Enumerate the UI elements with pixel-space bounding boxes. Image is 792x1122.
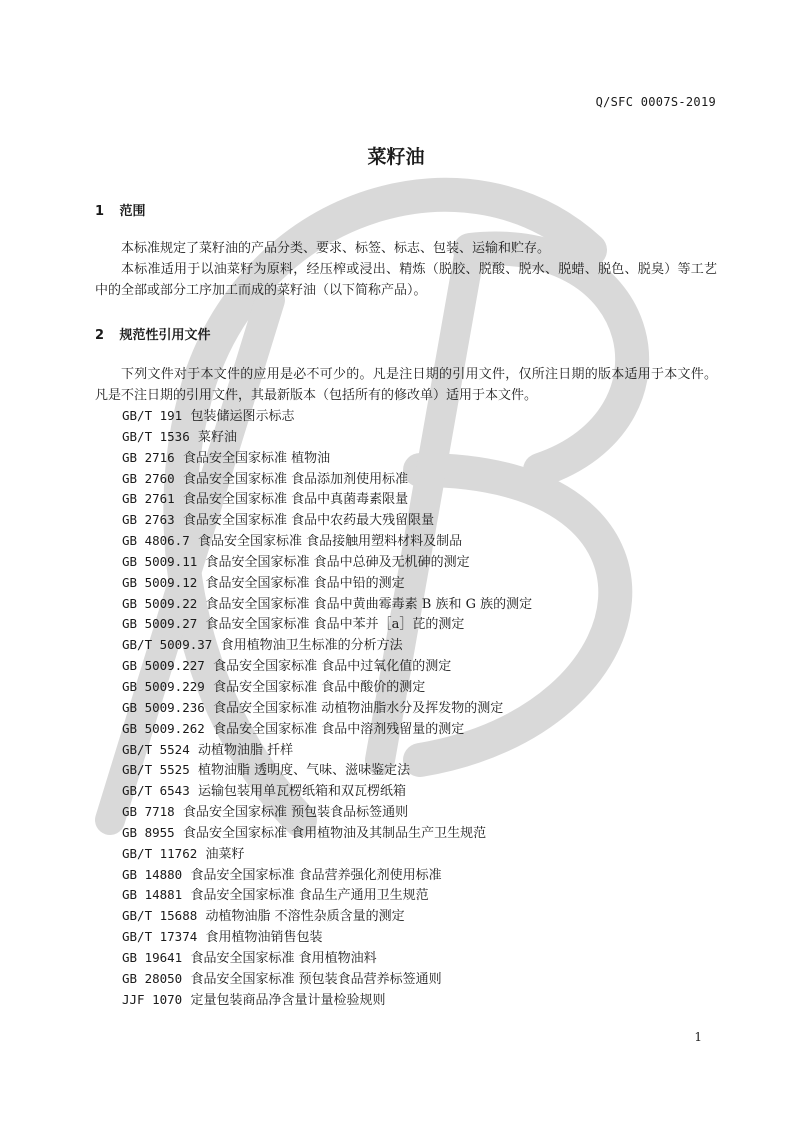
reference-item	[122, 740, 722, 761]
section-1-paragraph-1: 本标准规定了菜籽油的产品分类、要求、标签、标志、包装、运输和贮存。	[121, 241, 551, 256]
reference-code: GB 2760	[122, 470, 175, 486]
reference-code: GB 4806.7	[122, 533, 190, 549]
reference-code: GB 14881	[122, 887, 183, 903]
reference-list	[122, 406, 722, 1010]
reference-title: 食品安全国家标准 食品中苯并［a］芘的测定	[205, 617, 465, 633]
reference-title: 食用植物油卫生标准的分析方法	[220, 638, 403, 654]
section-title: 范围	[119, 204, 146, 219]
reference-item	[122, 614, 722, 635]
reference-item	[122, 531, 722, 552]
reference-item	[122, 885, 722, 906]
reference-title: 菜籽油	[198, 429, 238, 445]
reference-item	[122, 552, 722, 573]
reference-title: 动植物油脂 扦样	[198, 742, 294, 758]
reference-code: GB 7718	[122, 804, 175, 820]
reference-title: 食品安全国家标准 食品中总砷及无机砷的测定	[205, 554, 470, 570]
reference-code: GB 2763	[122, 512, 175, 528]
reference-item	[122, 677, 722, 698]
reference-title: 食品安全国家标准 食品中铅的测定	[205, 575, 405, 591]
reference-code: GB 5009.227	[122, 658, 205, 674]
reference-title: 食品安全国家标准 食品添加剂使用标准	[182, 471, 409, 487]
document-title: 菜籽油	[367, 146, 425, 168]
section-2-paragraph-1: 下列文件对于本文件的应用是必不可少的。凡是注日期的引用文件，仅所注日期的版本适用于本文件。凡是不注日期的引用文件，其最新版本（包括所有的修改单）适用于本文件。	[95, 367, 717, 403]
section-title: 规范性引用文件	[119, 328, 211, 343]
reference-code: GB/T 5524	[122, 741, 190, 757]
reference-code: GB 5009.27	[122, 616, 198, 632]
reference-title: 食品安全国家标准 预包装食品营养标签通则	[190, 971, 442, 987]
reference-title: 动植物油脂 不溶性杂质含量的测定	[205, 909, 405, 925]
reference-item	[122, 448, 722, 469]
reference-title: 食用植物油销售包装	[205, 930, 323, 946]
reference-title: 食品安全国家标准 食品中真菌毒素限量	[182, 492, 409, 508]
reference-code: GB 14880	[122, 866, 183, 882]
reference-item	[122, 573, 722, 594]
reference-title: 食品安全国家标准 食用植物油料	[190, 950, 377, 966]
reference-item	[122, 927, 722, 948]
section-number: 2	[95, 328, 105, 343]
reference-title: 运输包装用单瓦楞纸箱和双瓦楞纸箱	[198, 784, 407, 800]
reference-code: JJF 1070	[122, 991, 183, 1007]
reference-title: 食品安全国家标准 食品中溶剂残留量的测定	[213, 721, 465, 737]
reference-title: 定量包装商品净含量计量检验规则	[190, 992, 386, 1008]
reference-title: 食品安全国家标准 食品生产通用卫生规范	[190, 888, 429, 904]
reference-code: GB 5009.22	[122, 595, 198, 611]
reference-item	[122, 719, 722, 740]
reference-item	[122, 594, 722, 615]
reference-title: 食品安全国家标准 食品接触用塑料材料及制品	[198, 534, 463, 550]
reference-title: 油菜籽	[205, 846, 245, 862]
reference-item	[122, 760, 722, 781]
reference-code: GB/T 11762	[122, 845, 198, 861]
reference-title: 食品安全国家标准 动植物油脂水分及挥发物的测定	[213, 700, 504, 716]
reference-code: GB 5009.236	[122, 699, 205, 715]
reference-title: 食品安全国家标准 食品中酸价的测定	[213, 679, 426, 695]
section-1-heading	[95, 200, 146, 219]
reference-title: 食品安全国家标准 食品中黄曲霉毒素 B 族和 G 族的测定	[205, 596, 533, 612]
reference-code: GB 5009.262	[122, 720, 205, 736]
reference-item	[122, 635, 722, 656]
reference-code: GB 28050	[122, 970, 183, 986]
reference-item	[122, 969, 722, 990]
reference-title: 包装储运图示标志	[190, 409, 295, 424]
reference-code: GB/T 191	[122, 408, 183, 423]
reference-item	[122, 948, 722, 969]
reference-item	[122, 844, 722, 865]
reference-item	[122, 698, 722, 719]
document-code: Q/SFC 0007S-2019	[595, 95, 716, 109]
reference-item	[122, 656, 722, 677]
reference-code: GB/T 5525	[122, 762, 190, 778]
reference-title: 食品安全国家标准 食用植物油及其制品生产卫生规范	[182, 825, 487, 841]
reference-item	[122, 489, 722, 510]
page-number: 1	[694, 1030, 702, 1044]
reference-code: GB 5009.11	[122, 553, 198, 569]
section-1-paragraph-2: 本标准适用于以油菜籽为原料，经压榨或浸出、精炼（脱胶、脱酸、脱水、脱蜡、脱色、脱臭）等工艺中的全部或部分工序加工而成的菜籽油（以下简称产品）。	[95, 262, 717, 298]
reference-item	[122, 469, 722, 490]
reference-code: GB 5009.229	[122, 678, 205, 694]
reference-item	[122, 823, 722, 844]
reference-code: GB 2761	[122, 491, 175, 507]
reference-title: 食品安全国家标准 食品中过氧化值的测定	[213, 659, 452, 675]
section-2-heading	[95, 324, 211, 343]
reference-item	[122, 406, 722, 427]
reference-title: 食品安全国家标准 预包装食品标签通则	[182, 805, 409, 821]
reference-code: GB/T 17374	[122, 929, 198, 945]
reference-item	[122, 906, 722, 927]
reference-item	[122, 510, 722, 531]
reference-item	[122, 427, 722, 448]
reference-item	[122, 990, 722, 1011]
reference-title: 食品安全国家标准 食品中农药最大残留限量	[182, 513, 435, 529]
section-number: 1	[95, 204, 105, 219]
reference-item	[122, 802, 722, 823]
reference-title: 食品安全国家标准 食品营养强化剂使用标准	[190, 867, 442, 883]
reference-title: 食品安全国家标准 植物油	[182, 450, 331, 466]
reference-item	[122, 781, 722, 802]
reference-code: GB/T 6543	[122, 783, 190, 799]
reference-code: GB 2716	[122, 449, 175, 465]
reference-title: 植物油脂 透明度、气味、滋味鉴定法	[198, 763, 411, 779]
reference-code: GB 5009.12	[122, 574, 198, 590]
reference-code: GB/T 1536	[122, 428, 190, 444]
reference-item	[122, 865, 722, 886]
reference-code: GB/T 5009.37	[122, 637, 213, 653]
reference-code: GB 8955	[122, 824, 175, 840]
reference-code: GB/T 15688	[122, 908, 198, 924]
reference-code: GB 19641	[122, 949, 183, 965]
